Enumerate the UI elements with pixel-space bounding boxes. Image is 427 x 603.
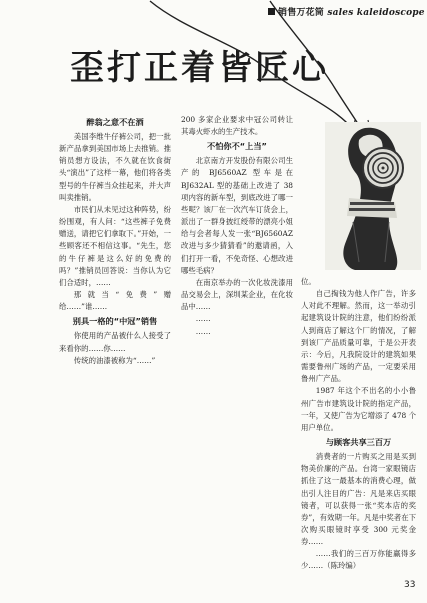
section-title: [278, 5, 425, 18]
paragraph: 1987 年这个不出名的小小鲁州广告市建筑设计院的指定产品，一年，又使广告为它增添了 478 个用户单位。: [301, 386, 416, 432]
article-column-2: [181, 114, 293, 582]
section-name: 销售万花筒: [278, 8, 325, 18]
section-heading: 不怕你不“上当”: [207, 141, 267, 152]
section-subtitle: sales kaleidoscope: [327, 8, 425, 18]
section-heading: 醉翁之意不在酒: [86, 117, 144, 127]
paragraph: 自己掏钱为他人作广告，许多人对此不理解。然而，这一举动引起建筑设计院的注意，他们纷纷派人到商店了解这个厂的情况，了解到该厂产品质量可靠，于是公开表示：今后，凡我院设计的建筑如果需要鲁州广场的产品，一定要采用鲁州广产品。: [301, 289, 416, 384]
paragraph: ……: [195, 314, 211, 324]
paragraph: 消费者的一片购买之用是买到物美价廉的产品。台湾一家眼镜店抓住了这一最基本的消费心理，做出引人注目的广告：凡是来店买眼镜者，可以获得一张“奖本店的奖券”，有效期一年。凡是中奖者在下次购买眼镜时享受 300 元奖金券……: [301, 452, 416, 547]
section-heading: 与顾客共享三百万: [325, 437, 392, 448]
paragraph: 200 多家企业要求中冠公司转让其毒火虾水的生产技术。: [181, 115, 293, 137]
paragraph: 北京南方开发股份有限公司生产的 BJ6560AZ 型车是在 BJ632AL 型的基础上改进了 38 项内容的新车型，到底改进了哪一些呢？该厂在一次汽车订货会上，派出了一群身披红绶带的漂亮小姐给与会者每人发一张“BJ6560AZ 改进与多少猜猜看”的邀请函，入们打开一看，不免奇怪、心想改进哪些毛病？: [181, 156, 293, 275]
necklace-photo: [325, 122, 421, 270]
paragraph: 市民们从未见过这种阵势，纷纷围观，有人问：“这些裤子免费赠送，请把它们拿取下。”开始，一些顾客还不相信这事。“先生，您的牛仔裤是这么好的免费的吗？”推销员回答说：当你认为它们合适时，……: [59, 204, 171, 287]
paragraph: 传统的油漆被称为“……”: [73, 355, 156, 365]
section-heading: 别具一格的“中冠”销售: [72, 316, 158, 327]
paragraph: 位。: [301, 277, 316, 286]
section-header: [268, 4, 427, 20]
article-column-3: [301, 276, 416, 582]
paragraph: 在南京举办的一次化妆洗漆用品交易会上，深圳某企业，在化妆品中……: [181, 277, 293, 312]
page-number: 33: [404, 580, 416, 590]
paragraph: 美国李维牛仔裤公司，把一批新产品拿到美国市场上去推销。推销员想方设法，不久就在饮食街头“演出”了这样一幕，他们将各类型号的牛仔裤当众挂起来，并大声叫卖推销。: [59, 132, 171, 202]
paragraph: 那就当“免费”赠给……”谁……: [59, 290, 171, 312]
article-title: 歪打正着皆匠心: [70, 48, 329, 88]
paragraph: 你使用的产品被什么人接受了来看你的……你……: [59, 331, 171, 353]
article-column-1: [59, 114, 171, 582]
square-bullet-icon: [268, 8, 275, 15]
paragraph: ……: [195, 326, 211, 336]
paragraph: ……我们的三百万你能赢得多少……（陈玲编）: [301, 549, 416, 571]
